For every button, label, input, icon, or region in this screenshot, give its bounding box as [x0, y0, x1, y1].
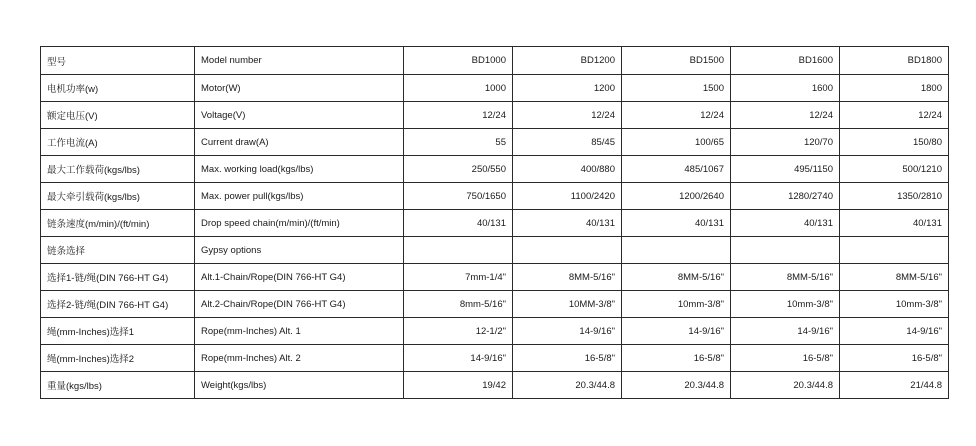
spec-row: [41, 291, 949, 318]
spec-label-en: Max. power pull(kgs/lbs): [195, 183, 404, 210]
spec-value: 8MM-5/16": [731, 264, 840, 291]
spec-value: 16-5/8": [731, 345, 840, 372]
spec-label-en: Voltage(V): [195, 102, 404, 129]
spec-value: [840, 237, 949, 264]
spec-row: [41, 102, 949, 129]
spec-label-en: Drop speed chain(m/min)/(ft/min): [195, 210, 404, 237]
model-bd1200: BD1200: [513, 47, 622, 75]
spec-value: 20.3/44.8: [731, 372, 840, 399]
spec-row: [41, 345, 949, 372]
spec-value: 7mm-1/4": [404, 264, 513, 291]
spec-label-en: Rope(mm-Inches) Alt. 2: [195, 345, 404, 372]
spec-value: 8MM-5/16": [513, 264, 622, 291]
spec-value: 14-9/16": [513, 318, 622, 345]
spec-value: 1800: [840, 75, 949, 102]
spec-value: 10mm-3/8": [840, 291, 949, 318]
spec-value: 40/131: [731, 210, 840, 237]
spec-label-cn: 额定电压(V): [41, 102, 195, 129]
spec-label-cn: 工作电流(A): [41, 129, 195, 156]
spec-value: 40/131: [622, 210, 731, 237]
spec-value: 20.3/44.8: [622, 372, 731, 399]
spec-value: 1100/2420: [513, 183, 622, 210]
spec-value: 19/42: [404, 372, 513, 399]
spec-value: 85/45: [513, 129, 622, 156]
spec-value: 1000: [404, 75, 513, 102]
spec-value: 1350/2810: [840, 183, 949, 210]
spec-value: 120/70: [731, 129, 840, 156]
spec-label-en: Gypsy options: [195, 237, 404, 264]
spec-value: 16-5/8": [840, 345, 949, 372]
spec-value: 485/1067: [622, 156, 731, 183]
spec-value: 1200: [513, 75, 622, 102]
spec-label-en: Weight(kgs/lbs): [195, 372, 404, 399]
spec-label-cn: 链条选择: [41, 237, 195, 264]
spec-value: 14-9/16": [404, 345, 513, 372]
spec-value: 40/131: [840, 210, 949, 237]
spec-value: 150/80: [840, 129, 949, 156]
spec-value: 750/1650: [404, 183, 513, 210]
spec-label-cn: 最大牵引载荷(kgs/lbs): [41, 183, 195, 210]
spec-label-en: Rope(mm-Inches) Alt. 1: [195, 318, 404, 345]
spec-value: 250/550: [404, 156, 513, 183]
model-bd1600: BD1600: [731, 47, 840, 75]
header-cn: 型号: [41, 47, 195, 75]
spec-value: 12/24: [513, 102, 622, 129]
spec-value: 10mm-3/8": [622, 291, 731, 318]
spec-row: [41, 75, 949, 102]
spec-value: 14-9/16": [731, 318, 840, 345]
spec-row: [41, 237, 949, 264]
spec-label-cn: 最大工作载荷(kgs/lbs): [41, 156, 195, 183]
spec-value: 12/24: [622, 102, 731, 129]
spec-value: 40/131: [404, 210, 513, 237]
spec-value: 12/24: [404, 102, 513, 129]
spec-value: 16-5/8": [622, 345, 731, 372]
spec-value: 21/44.8: [840, 372, 949, 399]
spec-value: 495/1150: [731, 156, 840, 183]
spec-value: [513, 237, 622, 264]
spec-row: [41, 210, 949, 237]
spec-value: 14-9/16": [840, 318, 949, 345]
spec-value: 1500: [622, 75, 731, 102]
spec-value: [731, 237, 840, 264]
spec-label-cn: 选择1-链/绳(DIN 766-HT G4): [41, 264, 195, 291]
spec-value: 55: [404, 129, 513, 156]
spec-value: [622, 237, 731, 264]
spec-table-body: [41, 47, 949, 399]
spec-label-cn: 链条速度(m/min)/(ft/min): [41, 210, 195, 237]
spec-row: [41, 318, 949, 345]
spec-value: 1600: [731, 75, 840, 102]
spec-value: 10mm-3/8": [731, 291, 840, 318]
spec-value: 8mm-5/16": [404, 291, 513, 318]
spec-label-cn: 电机功率(w): [41, 75, 195, 102]
spec-value: 12/24: [840, 102, 949, 129]
spec-label-cn: 重量(kgs/lbs): [41, 372, 195, 399]
spec-value: 14-9/16": [622, 318, 731, 345]
spec-value: 400/880: [513, 156, 622, 183]
model-bd1500: BD1500: [622, 47, 731, 75]
spec-label-cn: 绳(mm-Inches)选择2: [41, 345, 195, 372]
spec-row: [41, 183, 949, 210]
spec-value: 1280/2740: [731, 183, 840, 210]
spec-row: [41, 264, 949, 291]
spec-label-cn: 绳(mm-Inches)选择1: [41, 318, 195, 345]
spec-row: [41, 129, 949, 156]
spec-label-en: Alt.2-Chain/Rope(DIN 766-HT G4): [195, 291, 404, 318]
spec-value: 1200/2640: [622, 183, 731, 210]
spec-value: [404, 237, 513, 264]
spec-value: 40/131: [513, 210, 622, 237]
spec-value: 16-5/8": [513, 345, 622, 372]
model-bd1000: BD1000: [404, 47, 513, 75]
spec-value: 8MM-5/16": [622, 264, 731, 291]
spec-value: 20.3/44.8: [513, 372, 622, 399]
spec-value: 12/24: [731, 102, 840, 129]
header-row: [41, 47, 949, 75]
spec-value: 12-1/2": [404, 318, 513, 345]
spec-value: 100/65: [622, 129, 731, 156]
spec-table: [40, 46, 949, 399]
header-en: Model number: [195, 47, 404, 75]
spec-row: [41, 372, 949, 399]
spec-value: 10MM-3/8": [513, 291, 622, 318]
spec-label-en: Motor(W): [195, 75, 404, 102]
spec-value: 500/1210: [840, 156, 949, 183]
spec-label-en: Current draw(A): [195, 129, 404, 156]
spec-label-en: Max. working load(kgs/lbs): [195, 156, 404, 183]
spec-label-en: Alt.1-Chain/Rope(DIN 766-HT G4): [195, 264, 404, 291]
model-bd1800: BD1800: [840, 47, 949, 75]
spec-row: [41, 156, 949, 183]
spec-label-cn: 选择2-链/绳(DIN 766-HT G4): [41, 291, 195, 318]
spec-value: 8MM-5/16": [840, 264, 949, 291]
